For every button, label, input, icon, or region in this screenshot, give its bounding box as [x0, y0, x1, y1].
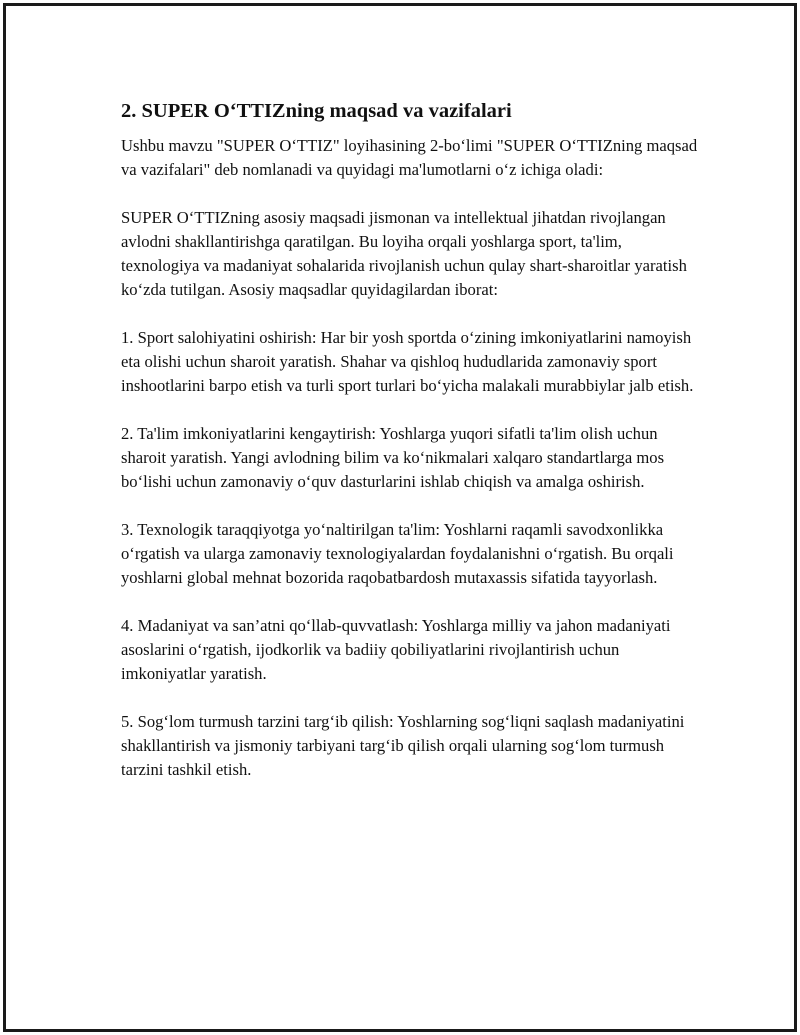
- goal-item-4: 4. Madaniyat va san’atni qo‘llab-quvvatlash: Yoshlarga milliy va jahon madaniyati asoslarini o‘rgatish, ijodkorlik va badiiy qobiliyatlarini rivojlantirish uchun imkoniyatlar yaratish.: [121, 616, 671, 683]
- goal-item-5: 5. Sog‘lom turmush tarzini targ‘ib qilish: Yoshlarning sog‘liqni saqlash madaniyatini shakllantirish va jismoniy tarbiyani targ‘ib qilish orqali ularning sog‘lom turmush tarzini tashkil etish.: [121, 712, 685, 779]
- document-body: [121, 98, 701, 806]
- goal-item-3: 3. Texnologik taraqqiyotga yo‘naltirilgan ta'lim: Yoshlarni raqamli savodxonlikka o‘rgatish va ularga zamonaviy texnologiyalardan foydalanishni o‘rgatish. Bu orqali yoshlarni global mehnat bozorida raqobatbardosh mutaxassis sifatida tayyorlash.: [121, 520, 674, 587]
- main-goal-paragraph: SUPER O‘TTIZning asosiy maqsadi jismonan va intellektual jihatdan rivojlangan avlodni shakllantirishga qaratilgan. Bu loyiha orqali yoshlarga sport, ta'lim, texnologiya va madaniyat sohalarida rivojlanish uchun qulay shart-sharoitlar yaratish ko‘zda tutilgan. Asosiy maqsadlar quyidagilardan iborat:: [121, 208, 687, 299]
- goal-item-2: 2. Ta'lim imkoniyatlarini kengaytirish: Yoshlarga yuqori sifatli ta'lim olish uchun sharoit yaratish. Yangi avlodning bilim va ko‘nikmalari xalqaro standartlarga mos bo‘lishi uchun zamonaviy o‘quv dasturlarini ishlab chiqish va amalga oshirish.: [121, 424, 665, 491]
- section-heading: 2. SUPER O‘TTIZning maqsad va vazifalari: [121, 100, 512, 122]
- page-frame: [3, 3, 797, 1032]
- intro-paragraph: Ushbu mavzu "SUPER O‘TTIZ" loyihasining 2-bo‘limi "SUPER O‘TTIZning maqsad va vazifalari" deb nomlanadi va quyidagi ma'lumotlarni o‘z ichiga oladi:: [121, 136, 698, 179]
- goal-item-1: 1. Sport salohiyatini oshirish: Har bir yosh sportda o‘zining imkoniyatlarini namoyish eta olishi uchun sharoit yaratish. Shahar va qishloq hududlarida zamonaviy sport inshootlarini barpo etish va turli sport turlari bo‘yicha malakali murabbiylar jalb etish.: [121, 328, 694, 395]
